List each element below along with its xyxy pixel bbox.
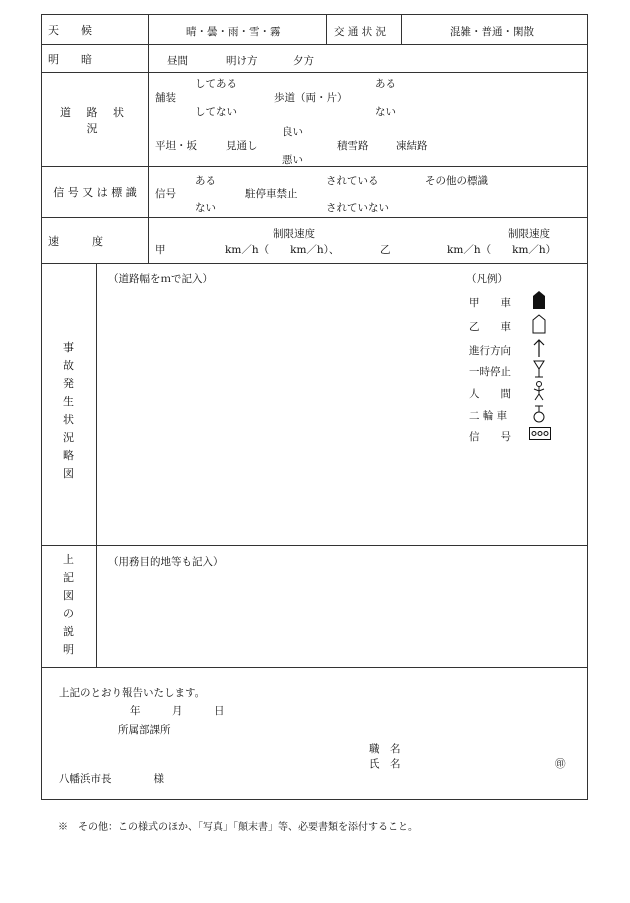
person-icon	[532, 380, 546, 402]
road-vis-good: 良い	[282, 126, 303, 138]
speed-a: 甲	[155, 244, 166, 256]
legend-label-signal: 信 号	[469, 431, 511, 443]
report-name: 氏 名	[369, 758, 401, 770]
road-label: 道 路 状 況	[42, 73, 149, 166]
weather-row	[42, 15, 587, 45]
report-dept: 所属部課所	[118, 724, 171, 736]
legend-label-b: 乙 車	[469, 321, 511, 333]
outline-car-icon	[532, 314, 546, 334]
signal-no: ない	[195, 202, 216, 214]
diagram-note: （道路幅をｍで記入）	[108, 273, 213, 285]
report-date: 年 月 日	[130, 705, 225, 717]
diagram-row	[42, 264, 587, 546]
road-ice: 凍結路	[396, 140, 428, 152]
report-seal: ㊞	[555, 758, 566, 770]
speed-a-unit: km／h（ km／h）、	[225, 244, 340, 256]
diagram-label: 事 故 発 生 状 況 略 図	[63, 341, 74, 480]
speed-b-unit: km／h（ km／h）	[447, 244, 557, 256]
traffic-signal-icon	[529, 427, 551, 440]
road-sidewalk-yes: ある	[375, 78, 396, 90]
speed-limit-a: 制限速度	[273, 228, 315, 240]
signal-label: 信 号 又 は 標 識	[42, 167, 149, 217]
signal-other: その他の標識	[425, 175, 488, 187]
bicycle-icon	[532, 402, 546, 424]
road-visibility: 見通し	[226, 140, 258, 152]
footnote: ※ その他：この様式のほか、「写真」「顛末書」等、必要書類を添付すること。	[58, 822, 418, 833]
road-vis-bad: 悪い	[282, 154, 303, 166]
accident-report-form	[41, 14, 588, 800]
filled-car-icon	[532, 290, 546, 310]
legend-label-stop: 一時停止	[469, 366, 511, 378]
road-paved: 舗装	[155, 92, 176, 104]
signal-signal: 信号	[155, 188, 176, 200]
road-sidewalk-no: ない	[375, 106, 396, 118]
explanation-note: （用務目的地等も記入）	[108, 556, 224, 568]
signal-yes: ある	[195, 175, 216, 187]
signal-np-no: されていない	[326, 202, 389, 214]
legend-label-bicycle: 二 輪 車	[469, 410, 508, 422]
road-sidewalk: 歩道（両・片）	[274, 92, 348, 104]
legend-title: （凡例）	[466, 273, 508, 285]
report-text: 上記のとおり報告いたします。	[59, 687, 206, 699]
legend-label-person: 人 間	[469, 388, 511, 400]
report-addressee: 八幡浜市長 様	[59, 773, 164, 785]
traffic-label: 交 通 状 況	[334, 26, 387, 38]
road-snow: 積雪路	[337, 140, 369, 152]
speed-row	[42, 218, 587, 264]
explanation-label: 上 記 図 の 説 明	[63, 553, 74, 656]
lighting-daytime: 昼間	[167, 55, 188, 67]
speed-b: 乙	[380, 244, 391, 256]
speed-limit-b: 制限速度	[508, 228, 550, 240]
lighting-dawn: 明け方	[226, 55, 258, 67]
weather-options: 晴・曇・雨・雪・霧	[186, 26, 281, 38]
signal-no-parking: 駐停車禁止	[245, 188, 298, 200]
legend-label-a: 甲 車	[469, 297, 511, 309]
road-slope: 平坦・坂	[155, 140, 197, 152]
explanation-row	[42, 546, 587, 668]
road-paved-yes: してある	[195, 78, 237, 90]
lighting-label: 明 暗	[42, 45, 149, 72]
lighting-row	[42, 45, 587, 73]
traffic-options: 混雑・普通・閑散	[450, 26, 534, 38]
legend-label-direction: 進行方向	[469, 345, 511, 357]
lighting-dusk: 夕方	[293, 55, 314, 67]
speed-label: 速 度	[42, 218, 149, 263]
report-section	[42, 668, 587, 801]
weather-label: 天 候	[42, 15, 149, 44]
signal-row	[42, 167, 587, 218]
stop-sign-icon	[532, 359, 546, 379]
signal-np-yes: されている	[326, 175, 379, 187]
report-title: 職 名	[369, 743, 401, 755]
road-row	[42, 73, 587, 167]
arrow-up-icon	[532, 338, 546, 358]
road-paved-no: してない	[195, 106, 237, 118]
